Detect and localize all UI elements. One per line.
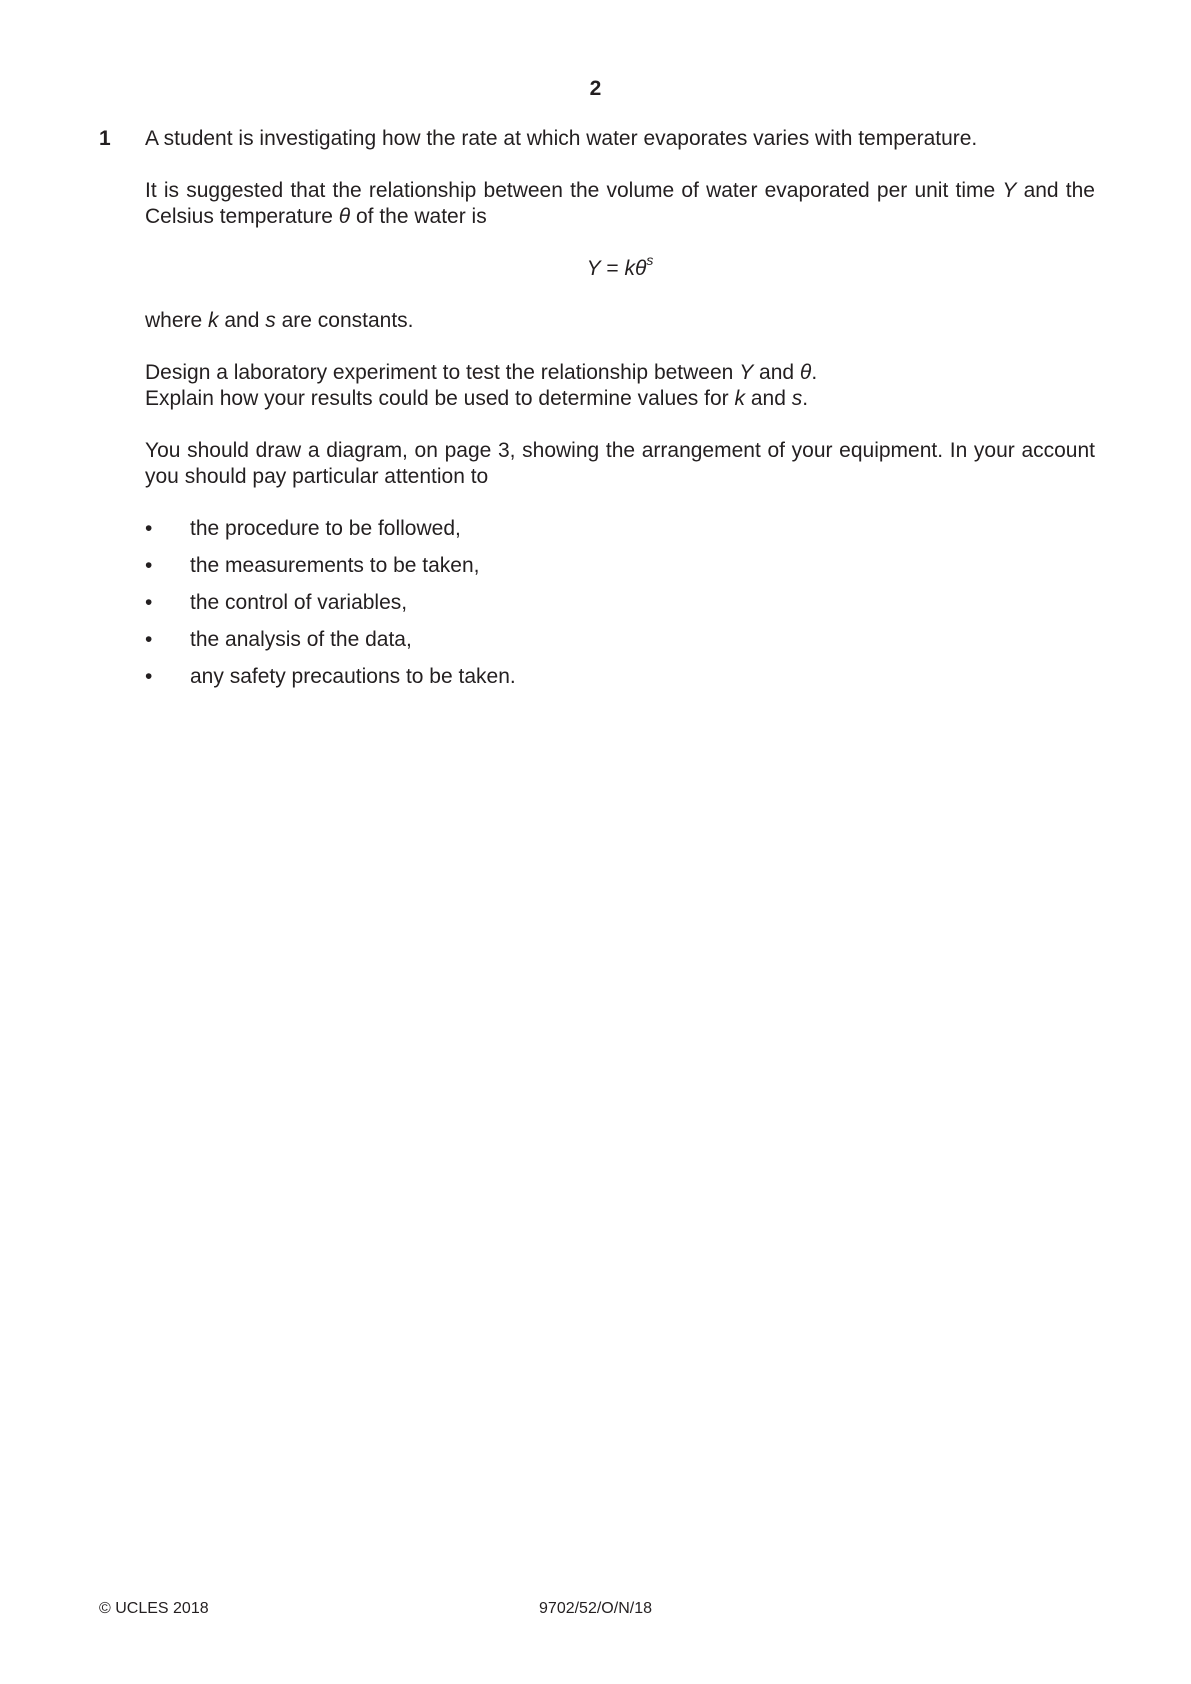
- relationship-part-3: of the water is: [350, 205, 487, 228]
- design-line-1-c: .: [811, 361, 818, 384]
- formula-exponent: s: [646, 252, 654, 268]
- bullet-icon: •: [145, 591, 153, 614]
- question-intro: A student is investigating how the rate at which water evaporates varies with temperature.: [145, 127, 978, 150]
- bullet-list: [145, 516, 1095, 690]
- formula-theta: θ: [635, 257, 647, 280]
- design-line-2-c: .: [802, 387, 809, 410]
- constant-s: s: [265, 309, 276, 332]
- design-constant-k: k: [734, 387, 745, 410]
- bullet-text: any safety precautions to be taken.: [190, 665, 516, 688]
- bullet-text: the analysis of the data,: [190, 628, 412, 651]
- variable-y: Y: [1002, 179, 1017, 202]
- formula-k: k: [624, 257, 636, 280]
- design-variable-y: Y: [739, 361, 754, 384]
- constant-k: k: [208, 309, 219, 332]
- list-item: [145, 553, 1095, 579]
- variable-theta: θ: [338, 205, 351, 228]
- list-item: [145, 516, 1095, 542]
- list-item: [145, 664, 1095, 690]
- list-item: [145, 627, 1095, 653]
- design-line-2: [145, 386, 1095, 412]
- page-number: 2: [589, 77, 602, 100]
- bullet-icon: •: [145, 554, 153, 577]
- relationship-part-2: and the Celsius temperature: [145, 179, 1095, 228]
- constants-part-2: and: [218, 309, 266, 332]
- design-constant-s: s: [791, 387, 803, 410]
- footer-paper-code: 9702/52/O/N/18: [539, 1600, 652, 1617]
- bullet-text: the procedure to be followed,: [190, 517, 461, 540]
- design-line-2-b: and: [745, 387, 792, 410]
- constants-part-1: where: [145, 309, 209, 332]
- diagram-instruction: You should draw a diagram, on page 3, showing the arrangement of your equipment. In your account you should pay particular attention to: [145, 439, 1095, 488]
- bullet-icon: •: [145, 628, 153, 651]
- constants-part-3: are constants.: [275, 309, 414, 332]
- bullet-icon: •: [145, 517, 153, 540]
- design-line-1-a: Design a laboratory experiment to test the relationship between: [145, 361, 740, 384]
- formula-equals: =: [600, 257, 625, 280]
- formula: [145, 252, 1095, 282]
- bullet-icon: •: [145, 665, 153, 688]
- footer-copyright: © UCLES 2018: [99, 1600, 209, 1617]
- question-number: 1: [99, 127, 111, 150]
- design-line-1-b: and: [753, 361, 800, 384]
- relationship-text: [145, 178, 1095, 230]
- constants-text: [145, 308, 1095, 334]
- formula-lhs: Y: [586, 257, 601, 280]
- bullet-text: the control of variables,: [190, 591, 408, 614]
- design-line-1: [145, 360, 1095, 386]
- question-body: [145, 126, 1095, 701]
- list-item: [145, 590, 1095, 616]
- relationship-part-1: It is suggested that the relationship between the volume of water evaporated per unit time: [145, 179, 1003, 202]
- bullet-text: the measurements to be taken,: [190, 554, 480, 577]
- design-variable-theta: θ: [799, 361, 812, 384]
- design-line-2-a: Explain how your results could be used to determine values for: [145, 387, 735, 410]
